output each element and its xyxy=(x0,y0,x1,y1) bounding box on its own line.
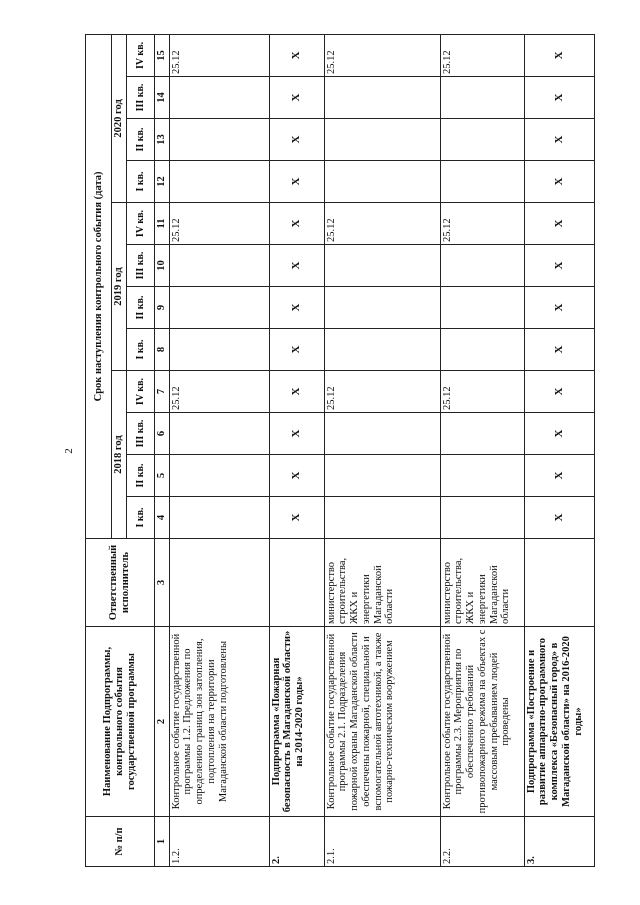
row-cell xyxy=(440,245,524,287)
header-responsible: Ответственный исполнитель xyxy=(86,539,155,627)
header-quarter: IV кв. xyxy=(126,34,154,76)
row-name: Контрольное событие государственной программы 2.3. Мероприятия по обеспечению требований противопожарного режима на объектах с массовым пребыванием людей проведены xyxy=(440,627,524,817)
row-cell: 25.12 xyxy=(440,371,524,413)
row-num: 2.2. xyxy=(440,817,524,867)
row-cell: X xyxy=(269,161,324,203)
row-cell: X xyxy=(524,119,594,161)
header-quarter: II кв. xyxy=(126,287,154,329)
header-quarter: I кв. xyxy=(126,329,154,371)
row-cell xyxy=(324,287,440,329)
header-quarter: I кв. xyxy=(126,161,154,203)
header-deadline: Срок наступления контрольного события (дата) xyxy=(86,34,112,538)
row-cell xyxy=(169,455,269,497)
row-cell: X xyxy=(269,203,324,245)
header-num: № п/п xyxy=(86,817,155,867)
row-cell xyxy=(440,329,524,371)
row-cell: X xyxy=(269,329,324,371)
header-quarter: IV кв. xyxy=(126,203,154,245)
row-cell xyxy=(324,161,440,203)
col-number: 15 xyxy=(154,34,169,76)
col-number: 8 xyxy=(154,329,169,371)
table-row xyxy=(169,34,269,866)
row-cell: X xyxy=(524,203,594,245)
table-row xyxy=(324,34,440,866)
row-cell: 25.12 xyxy=(324,203,440,245)
row-cell: X xyxy=(269,119,324,161)
row-cell xyxy=(440,455,524,497)
page-number: 2 xyxy=(62,448,75,454)
col-number: 4 xyxy=(154,497,169,539)
row-cell: 25.12 xyxy=(324,34,440,76)
row-cell xyxy=(440,77,524,119)
row-cell: X xyxy=(269,245,324,287)
row-cell xyxy=(440,413,524,455)
row-responsible: министерство строительства, ЖКХ и энергетики Магаданской области xyxy=(324,539,440,627)
row-cell: X xyxy=(524,329,594,371)
row-responsible xyxy=(269,539,324,627)
row-cell xyxy=(324,77,440,119)
row-cell: 25.12 xyxy=(169,203,269,245)
row-cell: 25.12 xyxy=(324,371,440,413)
row-cell xyxy=(169,245,269,287)
col-number: 9 xyxy=(154,287,169,329)
row-cell: X xyxy=(524,413,594,455)
col-number: 7 xyxy=(154,371,169,413)
row-name: Контрольное событие государственной программы 1.2. Предложения по определению границ зон затопления, подтопления на территории Магаданской области подготовлены xyxy=(169,627,269,817)
col-number: 13 xyxy=(154,119,169,161)
header-quarter: III кв. xyxy=(126,77,154,119)
row-num: 3. xyxy=(524,817,594,867)
row-num: 2. xyxy=(269,817,324,867)
col-number: 12 xyxy=(154,161,169,203)
row-cell xyxy=(440,497,524,539)
row-num: 2.1. xyxy=(324,817,440,867)
row-cell: X xyxy=(269,455,324,497)
header-quarter: I кв. xyxy=(126,497,154,539)
header-name: Наименование Подпрограммы, контрольного события государственной программы xyxy=(86,627,155,817)
col-number: 3 xyxy=(154,539,169,627)
row-cell: X xyxy=(269,497,324,539)
header-year-2018: 2018 год xyxy=(112,371,127,539)
row-cell: 25.12 xyxy=(440,203,524,245)
row-cell: X xyxy=(524,77,594,119)
header-year-2020: 2020 год xyxy=(112,34,127,202)
row-cell xyxy=(440,161,524,203)
col-number: 6 xyxy=(154,413,169,455)
col-number: 10 xyxy=(154,245,169,287)
row-cell xyxy=(169,77,269,119)
row-cell xyxy=(324,413,440,455)
table-row xyxy=(269,34,324,866)
row-cell: X xyxy=(269,77,324,119)
row-cell: 25.12 xyxy=(169,371,269,413)
row-cell: X xyxy=(269,34,324,76)
col-number: 1 xyxy=(154,817,169,867)
row-num: 1.2. xyxy=(169,817,269,867)
row-cell: X xyxy=(524,497,594,539)
row-cell xyxy=(440,119,524,161)
row-cell xyxy=(169,413,269,455)
row-cell: X xyxy=(524,455,594,497)
row-cell: X xyxy=(524,34,594,76)
rotated-table-area xyxy=(85,35,610,867)
row-cell: X xyxy=(269,287,324,329)
header-quarter: II кв. xyxy=(126,455,154,497)
table-row xyxy=(440,34,524,866)
row-responsible xyxy=(524,539,594,627)
row-cell: 25.12 xyxy=(169,34,269,76)
row-cell: X xyxy=(524,161,594,203)
row-cell xyxy=(169,287,269,329)
row-cell xyxy=(440,287,524,329)
col-number: 5 xyxy=(154,455,169,497)
row-cell: 25.12 xyxy=(440,34,524,76)
header-quarter: IV кв. xyxy=(126,371,154,413)
row-cell: X xyxy=(524,371,594,413)
row-cell: X xyxy=(524,287,594,329)
header-year-2019: 2019 год xyxy=(112,203,127,371)
row-cell xyxy=(324,119,440,161)
col-number: 2 xyxy=(154,627,169,817)
header-quarter: III кв. xyxy=(126,413,154,455)
row-cell xyxy=(169,161,269,203)
row-name: Подпрограмма «Построение и развитие аппаратно-программного комплекса «Безопасный город» в Магаданской области» на 2016-2020 годы» xyxy=(524,627,594,817)
row-cell xyxy=(169,497,269,539)
row-cell xyxy=(169,329,269,371)
row-cell xyxy=(324,329,440,371)
control-events-table xyxy=(85,35,610,867)
row-cell: X xyxy=(269,371,324,413)
row-cell xyxy=(324,455,440,497)
header-quarter: III кв. xyxy=(126,245,154,287)
row-cell xyxy=(324,245,440,287)
row-responsible: министерство строительства, ЖКХ и энергетики Магаданской области xyxy=(440,539,524,627)
col-number: 14 xyxy=(154,77,169,119)
row-cell: X xyxy=(524,245,594,287)
row-responsible xyxy=(169,539,269,627)
row-cell: X xyxy=(269,413,324,455)
table-row xyxy=(524,34,594,866)
row-name: Подпрограмма «Пожарная безопасность в Магаданской области» на 2014-2020 годы» xyxy=(269,627,324,817)
col-number: 11 xyxy=(154,203,169,245)
row-cell xyxy=(169,119,269,161)
row-name: Контрольное событие государственной программы 2.1. Подразделения пожарной охраны Магаданской области обеспечены пожарной, специальной и вспомогательной автотехникой, а также пожарно-техническим вооружением xyxy=(324,627,440,817)
row-cell xyxy=(324,497,440,539)
header-quarter: II кв. xyxy=(126,119,154,161)
